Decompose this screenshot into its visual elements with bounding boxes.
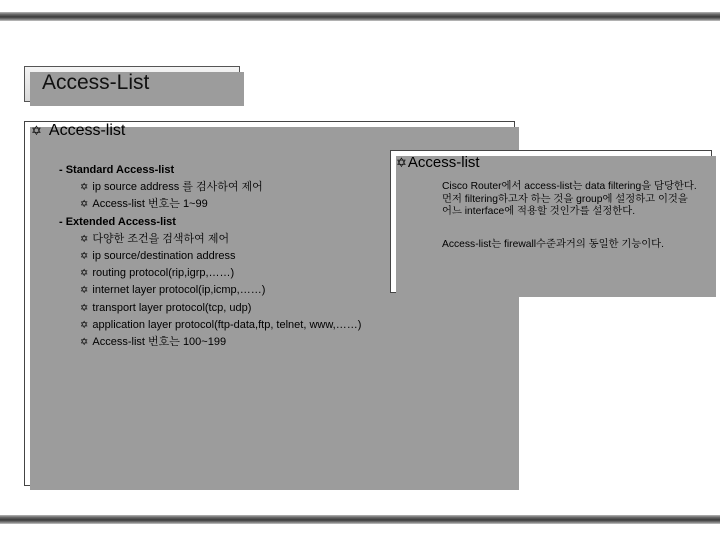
- list-item: ✡ ip source/destination address: [59, 248, 361, 265]
- star-bullet-icon: ✡: [80, 337, 89, 349]
- star-bullet-icon: ✡: [80, 182, 89, 194]
- list-item: ✡ application layer protocol(ftp-data,ftp, telnet, www,……): [59, 317, 361, 334]
- panel-heading-text: Access-list: [48, 122, 126, 139]
- note-paragraph: Access-list는 firewall수준과거의 동일한 기능이다.: [442, 239, 664, 250]
- panel-heading: [31, 122, 125, 140]
- slide-title-box: [24, 66, 240, 102]
- star-bullet-icon: ✡: [80, 302, 89, 314]
- list-item: ✡ Access-list 번호는 1~99: [59, 196, 361, 213]
- list-item: ✡ routing protocol(rip,igrp,……): [59, 265, 361, 282]
- list-item: - Standard Access-list: [59, 164, 175, 176]
- list-item: ✡ 다양한 조건을 검색하여 제어: [59, 231, 361, 248]
- note-box: [390, 150, 712, 293]
- star-bullet-icon: ✡: [80, 251, 89, 263]
- slide-title: Access-List: [42, 71, 150, 94]
- list-item: ✡ ip source address 를 검사하여 제어: [59, 179, 361, 196]
- star-bullet-icon: ✡: [80, 285, 89, 297]
- star-bullet-icon: ✡: [31, 123, 42, 138]
- note-heading: [396, 154, 480, 171]
- star-bullet-icon: ✡: [396, 155, 407, 170]
- list-item: - Extended Access-list: [59, 215, 176, 228]
- top-divider: [0, 12, 720, 21]
- access-list-bullets: [59, 162, 361, 351]
- list-item: ✡ internet layer protocol(ip,icmp,……): [59, 282, 361, 299]
- star-bullet-icon: ✡: [80, 199, 89, 211]
- list-item: ✡ Access-list 번호는 100~199: [59, 334, 361, 351]
- star-bullet-icon: ✡: [80, 268, 89, 280]
- star-bullet-icon: ✡: [80, 319, 89, 331]
- star-bullet-icon: ✡: [80, 233, 89, 245]
- note-paragraph: Cisco Router에서 access-list는 data filtering을 담당한다. 먼저 filtering하고자 하는 것을 group에 설정하고 이것을 어느 interface에 적용할 것인가를 설정한다.: [442, 181, 697, 218]
- bottom-divider: [0, 515, 720, 524]
- list-item: ✡ transport layer protocol(tcp, udp): [59, 300, 361, 317]
- note-heading-text: Access-list: [407, 154, 480, 171]
